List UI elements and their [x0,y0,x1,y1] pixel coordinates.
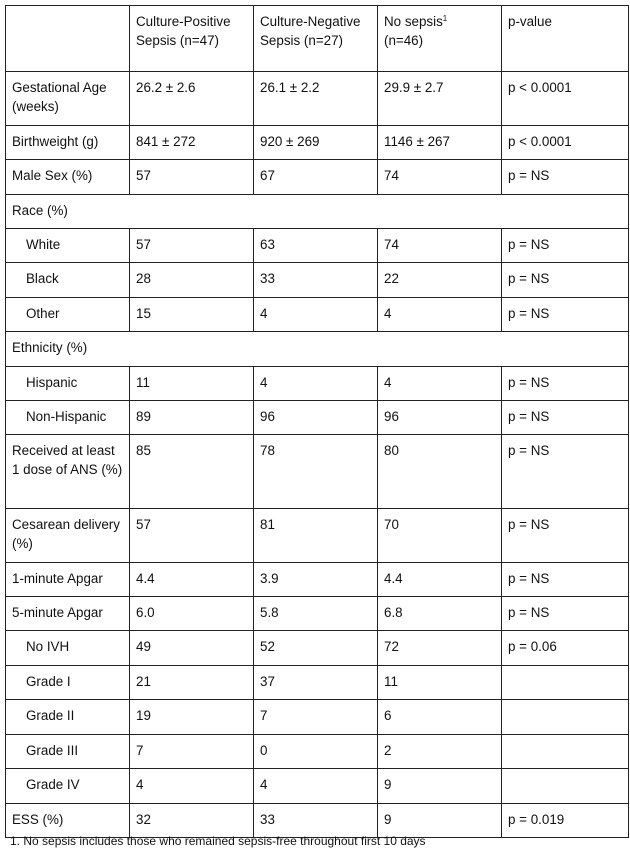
section-row [6,195,629,229]
p-value-cell: p = NS [502,263,629,298]
table-row [6,769,629,804]
culture-negative-cell: 67 [254,160,378,195]
table-row [6,804,629,838]
no-sepsis-cell: 4 [378,298,502,332]
row-label: Gestational Age (weeks) [6,72,130,126]
section-row [6,332,629,367]
p-value-cell: p = NS [502,229,629,263]
table-row [6,298,629,332]
table-row [6,126,629,160]
row-label: No IVH [6,631,130,666]
culture-positive-cell: 841 ± 272 [130,126,254,160]
header-label: p-value [508,14,552,29]
culture-negative-cell: 4 [254,367,378,401]
culture-positive-cell: 15 [130,298,254,332]
table-row [6,735,629,769]
culture-positive-cell: 4 [130,769,254,804]
table-row [6,72,629,126]
p-value-cell: p = NS [502,563,629,597]
p-value-cell: p = NS [502,509,629,563]
culture-positive-cell: 19 [130,700,254,735]
table-row [6,263,629,298]
culture-negative-cell: 37 [254,666,378,700]
culture-negative-cell: 81 [254,509,378,563]
no-sepsis-cell: 1146 ± 267 [378,126,502,160]
p-value-cell: p = NS [502,160,629,195]
p-value-cell: p = NS [502,597,629,631]
table-row [6,563,629,597]
culture-negative-cell: 63 [254,229,378,263]
culture-negative-cell: 3.9 [254,563,378,597]
p-value-cell: p < 0.0001 [502,126,629,160]
row-label: Grade II [6,700,130,735]
table-row [6,401,629,435]
no-sepsis-cell: 74 [378,160,502,195]
row-label: Ethnicity (%) [6,332,629,367]
culture-negative-cell: 33 [254,263,378,298]
header-row [6,6,629,72]
culture-negative-cell: 5.8 [254,597,378,631]
header-p-value [502,6,629,72]
p-value-cell: p < 0.0001 [502,72,629,126]
row-label: Male Sex (%) [6,160,130,195]
header-culture-negative [254,6,378,72]
culture-positive-cell: 32 [130,804,254,838]
p-value-cell: p = NS [502,367,629,401]
p-value-cell: p = NS [502,298,629,332]
row-label: Grade I [6,666,130,700]
no-sepsis-cell: 9 [378,804,502,838]
header-label: Culture-Negative Sepsis (n=27) [260,14,361,48]
table-row [6,229,629,263]
table-row [6,631,629,666]
culture-positive-cell: 28 [130,263,254,298]
culture-negative-cell: 26.1 ± 2.2 [254,72,378,126]
culture-positive-cell: 21 [130,666,254,700]
no-sepsis-cell: 2 [378,735,502,769]
p-value-cell: p = 0.06 [502,631,629,666]
no-sepsis-cell: 72 [378,631,502,666]
demographics-table [5,5,629,838]
row-label: Birthweight (g) [6,126,130,160]
culture-negative-cell: 78 [254,435,378,509]
row-label: 1-minute Apgar [6,563,130,597]
no-sepsis-cell: 80 [378,435,502,509]
header-no-sepsis [378,6,502,72]
culture-negative-cell: 4 [254,298,378,332]
p-value-cell: p = NS [502,401,629,435]
culture-positive-cell: 57 [130,160,254,195]
p-value-cell: p = 0.019 [502,804,629,838]
p-value-cell [502,666,629,700]
header-culture-positive [130,6,254,72]
culture-negative-cell: 920 ± 269 [254,126,378,160]
culture-negative-cell: 96 [254,401,378,435]
no-sepsis-cell: 6 [378,700,502,735]
culture-positive-cell: 57 [130,229,254,263]
culture-positive-cell: 6.0 [130,597,254,631]
table-row [6,700,629,735]
header-label: Culture-Positive Sepsis (n=47) [136,14,231,48]
table-row [6,435,629,509]
culture-negative-cell: 52 [254,631,378,666]
culture-positive-cell: 49 [130,631,254,666]
row-label: ESS (%) [6,804,130,838]
culture-positive-cell: 89 [130,401,254,435]
footnote-marker: 1 [442,14,448,23]
table-row [6,367,629,401]
no-sepsis-cell: 4.4 [378,563,502,597]
no-sepsis-cell: 9 [378,769,502,804]
p-value-cell: p = NS [502,435,629,509]
culture-negative-cell: 0 [254,735,378,769]
row-label: Non-Hispanic [6,401,130,435]
culture-positive-cell: 7 [130,735,254,769]
table-row [6,597,629,631]
no-sepsis-cell: 11 [378,666,502,700]
header-label: No sepsis [384,14,443,29]
header-count: (n=46) [384,33,424,48]
p-value-cell [502,769,629,804]
table-body [6,72,629,838]
culture-positive-cell: 26.2 ± 2.6 [130,72,254,126]
row-label: White [6,229,130,263]
row-label: Hispanic [6,367,130,401]
p-value-cell [502,700,629,735]
culture-negative-cell: 33 [254,804,378,838]
culture-positive-cell: 11 [130,367,254,401]
row-label: Other [6,298,130,332]
no-sepsis-cell: 70 [378,509,502,563]
culture-positive-cell: 4.4 [130,563,254,597]
row-label: Grade IV [6,769,130,804]
no-sepsis-cell: 4 [378,367,502,401]
no-sepsis-cell: 6.8 [378,597,502,631]
footnote: 1. No sepsis includes those who remained sepsis-free throughout first 10 days [10,834,426,848]
row-label: 5-minute Apgar [6,597,130,631]
p-value-cell [502,735,629,769]
no-sepsis-cell: 74 [378,229,502,263]
no-sepsis-cell: 96 [378,401,502,435]
no-sepsis-cell: 22 [378,263,502,298]
culture-positive-cell: 85 [130,435,254,509]
table-row [6,160,629,195]
no-sepsis-cell: 29.9 ± 2.7 [378,72,502,126]
table-row [6,509,629,563]
culture-negative-cell: 4 [254,769,378,804]
culture-negative-cell: 7 [254,700,378,735]
row-label: Received at least 1 dose of ANS (%) [6,435,130,509]
row-label: Cesarean delivery (%) [6,509,130,563]
culture-positive-cell: 57 [130,509,254,563]
row-label: Race (%) [6,195,629,229]
row-label: Black [6,263,130,298]
table-row [6,666,629,700]
row-label: Grade III [6,735,130,769]
header-corner-cell [6,6,130,72]
